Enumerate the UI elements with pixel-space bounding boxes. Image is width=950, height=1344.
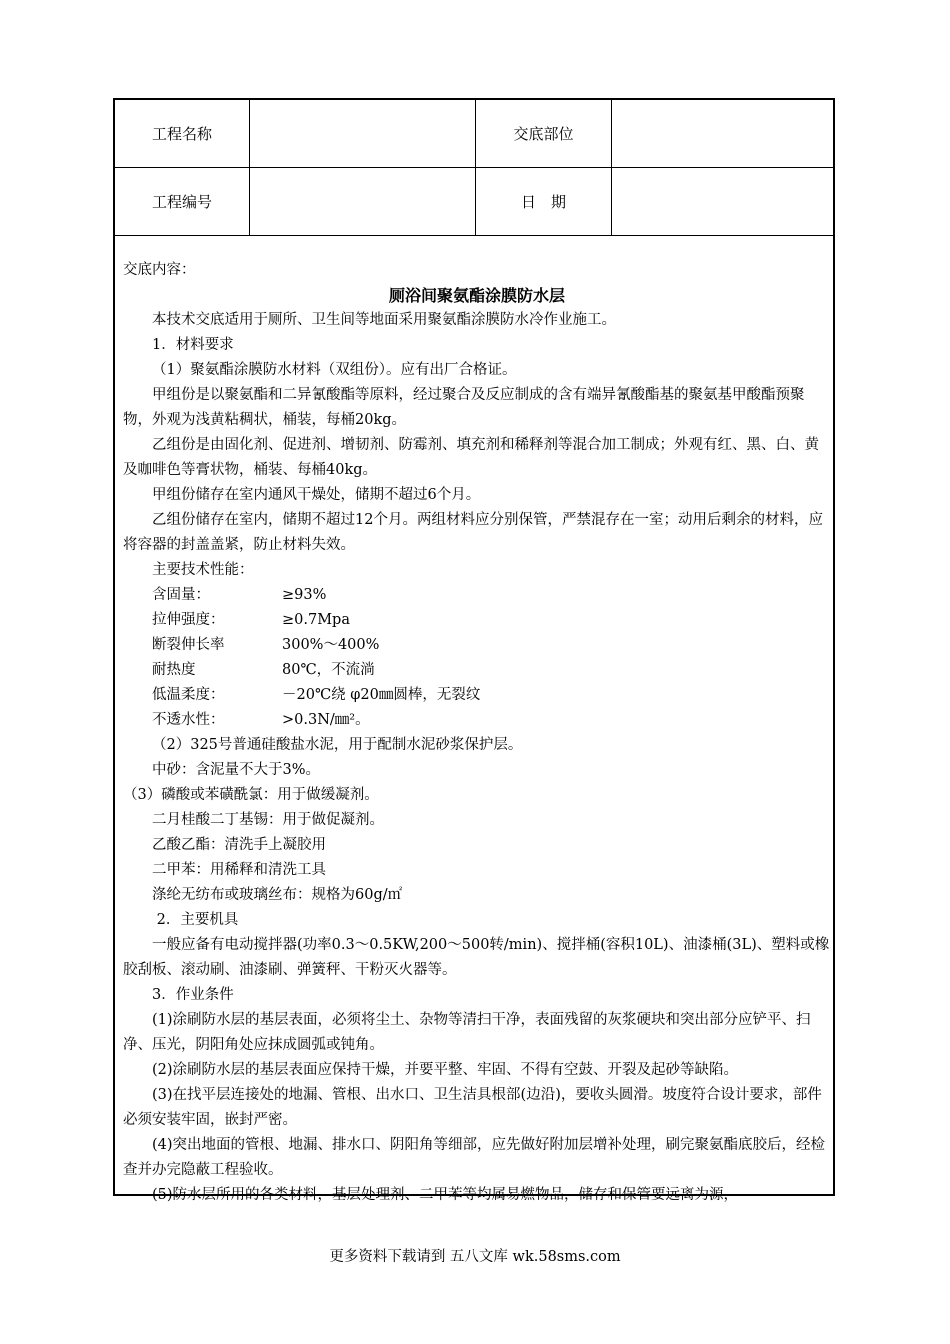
paragraph: 甲组份是以聚氨酯和二异氰酸酯等原料，经过聚合及反应制成的含有端异氰酸酯基的聚氨基甲酸酯预聚物，外观为浅黄粘稠状，桶装，每桶20kg。 xyxy=(123,387,805,428)
paragraph: 二甲苯：用稀释和清洗工具 xyxy=(152,862,326,878)
spec-value: －20℃绕 φ20㎜圆棒，无裂纹 xyxy=(282,687,481,703)
date-label: 日 期 xyxy=(476,168,612,235)
paragraph: 中砂：含泥量不大于3%。 xyxy=(152,762,321,778)
paragraph: 主要技术性能： xyxy=(152,562,254,578)
handover-part-label: 交底部位 xyxy=(476,100,612,167)
paragraph: 乙组份是由固化剂、促进剂、增韧剂、防霉剂、填充剂和稀释剂等混合加工制成；外观有红、黑、白、黄及咖啡色等膏状物，桶装、每桶40kg。 xyxy=(123,437,819,478)
spec-row xyxy=(123,683,831,708)
spec-row xyxy=(123,658,831,683)
header-row-2 xyxy=(115,168,833,236)
page-footer: 更多资料下载请到 五八文库 wk.58sms.com xyxy=(329,1249,621,1265)
paragraph: 二月桂酸二丁基锡：用于做促凝剂。 xyxy=(152,812,384,828)
paragraph: (2)涂刷防水层的基层表面应保持干燥，并要平整、牢固、不得有空鼓、开裂及起砂等缺陷。 xyxy=(152,1062,739,1078)
paragraph: 乙酸乙酯：清洗手上凝胶用 xyxy=(152,837,326,853)
spec-key: 含固量： xyxy=(152,587,210,603)
paragraph: (1)涂刷防水层的基层表面，必须将尘土、杂物等清扫干净，表面残留的灰浆硬块和突出部分应铲平、扫净、压光，阴阳角处应抹成圆弧或钝角。 xyxy=(123,1012,811,1053)
paragraph: 涤纶无纺布或玻璃丝布：规格为60g/㎡ xyxy=(152,887,403,903)
spec-key: 耐热度 xyxy=(152,662,196,678)
spec-key: 低温柔度： xyxy=(152,687,225,703)
paragraph: (3)在找平层连接处的地漏、管根、出水口、卫生洁具根部(边沿)，要收头圆滑。坡度符合设计要求，部件必须安装牢固，嵌封严密。 xyxy=(123,1087,822,1128)
spec-row xyxy=(123,608,831,633)
spec-value: 300%～400% xyxy=(282,637,380,653)
content-label: 交底内容： xyxy=(123,262,196,278)
handover-part-field[interactable] xyxy=(612,100,833,167)
paragraph: 甲组份储存在室内通风干燥处，储期不超过6个月。 xyxy=(152,487,481,503)
paragraph: 乙组份储存在室内，储期不超过12个月。两组材料应分别保管，严禁混存在一室；动用后剩余的材料，应将容器的封盖盖紧，防止材料失效。 xyxy=(123,512,823,553)
project-name-field[interactable] xyxy=(250,100,476,167)
spec-key: 不透水性： xyxy=(152,712,225,728)
paragraph: （1）聚氨酯涂膜防水材料（双组份）。应有出厂合格证。 xyxy=(152,362,517,378)
paragraph: (5)防水层所用的各类材料，基层处理剂、二甲苯等均属易燃物品，储存和保管要远离为源， xyxy=(152,1187,739,1203)
intro-paragraph: 本技术交底适用于厕所、卫生间等地面采用聚氨酯涂膜防水冷作业施工。 xyxy=(152,312,616,328)
handover-form xyxy=(113,98,835,1203)
date-field[interactable] xyxy=(612,168,833,235)
spec-value: >0.3N/㎜²。 xyxy=(282,712,370,728)
spec-value: 80℃，不流淌 xyxy=(282,662,375,678)
header-row-1 xyxy=(115,100,833,168)
spec-row xyxy=(123,583,831,608)
section-heading: 2．主要机具 xyxy=(152,912,239,928)
paragraph: （3）磷酸或苯磺酰氯：用于做缓凝剂。 xyxy=(123,787,379,803)
section-heading: 3．作业条件 xyxy=(152,987,234,1003)
section-heading: 1．材料要求 xyxy=(152,337,234,353)
project-name-label: 工程名称 xyxy=(115,100,250,167)
spec-row xyxy=(123,708,831,733)
project-no-field[interactable] xyxy=(250,168,476,235)
paragraph: 一般应备有电动搅拌器(功率0.3～0.5KW,200～500转/min)、搅拌桶(容积10L)、油漆桶(3L)、塑料或橡胶刮板、滚动刷、油漆刷、弹簧秤、干粉灭火器等。 xyxy=(123,937,830,978)
spec-value: ≥0.7Mpa xyxy=(282,612,350,628)
handover-content xyxy=(123,258,831,1208)
spec-key: 断裂伸长率 xyxy=(152,637,225,653)
spec-row xyxy=(123,633,831,658)
spec-value: ≥93% xyxy=(282,587,327,603)
project-no-label: 工程编号 xyxy=(115,168,250,235)
document-title: 厕浴间聚氨酯涂膜防水层 xyxy=(388,286,565,305)
spec-key: 拉伸强度： xyxy=(152,612,225,628)
paragraph: (4)突出地面的管根、地漏、排水口、阴阳角等细部，应先做好附加层增补处理，刷完聚氨酯底胶后，经检查并办完隐蔽工程验收。 xyxy=(123,1137,826,1178)
paragraph: （2）325号普通硅酸盐水泥，用于配制水泥砂浆保护层。 xyxy=(152,737,523,753)
